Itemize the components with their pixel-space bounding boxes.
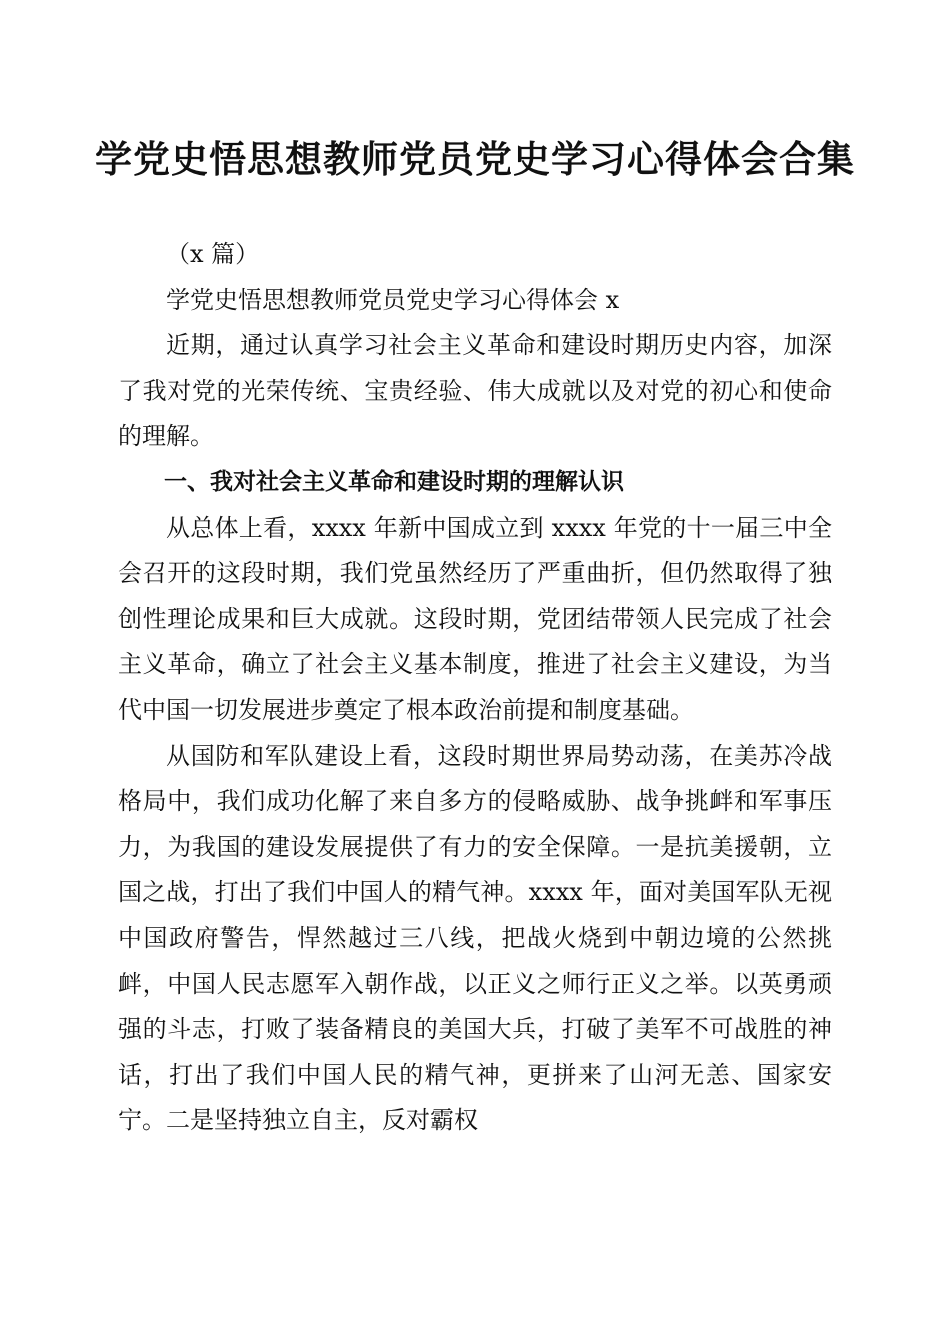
section-heading: 一、我对社会主义革命和建设时期的理解认识 bbox=[164, 468, 624, 495]
paragraph-2: 从国防和军队建设上看，这段时期世界局势动荡，在美苏冷战格局中，我们成功化解了来自多方的侵略威胁、战争挑衅和军事压力，为我国的建设发展提供了有力的安全保障。一是抗美援朝，立国之战，打出了我们中国人的精气神。xxxx 年，面对美国军队无视中国政府警告，悍然越过三八线，把战火烧到中朝边境的公然挑衅，中国人民志愿军入朝作战，以正义之师行正义之举。以英勇顽强的斗志，打败了装备精良的美国大兵，打破了美军不可战胜的神话，打出了我们中国人民的精气神，更拼来了山河无恙、国家安宁。二是坚持独立自主，反对霸权 bbox=[118, 741, 832, 1135]
document-title: 学党史悟思想教师党员党史学习心得体会合集 bbox=[95, 137, 855, 181]
article-title: 学党史悟思想教师党员党史学习心得体会 x bbox=[166, 285, 620, 314]
count-note: （x 篇） bbox=[166, 240, 260, 268]
intro-paragraph: 近期，通过认真学习社会主义革命和建设时期历史内容，加深了我对党的光荣传统、宝贵经验、伟大成就以及对党的初心和使命的理解。 bbox=[118, 331, 832, 451]
document-body bbox=[118, 232, 832, 1144]
paragraph-1: 从总体上看，xxxx 年新中国成立到 xxxx 年党的十一届三中全会召开的这段时期，我们党虽然经历了严重曲折，但仍然取得了独创性理论成果和巨大成就。这段时期，党团结带领人民完成了社会主义革命，确立了社会主义基本制度，推进了社会主义建设，为当代中国一切发展进步奠定了根本政治前提和制度基础。 bbox=[118, 513, 832, 724]
